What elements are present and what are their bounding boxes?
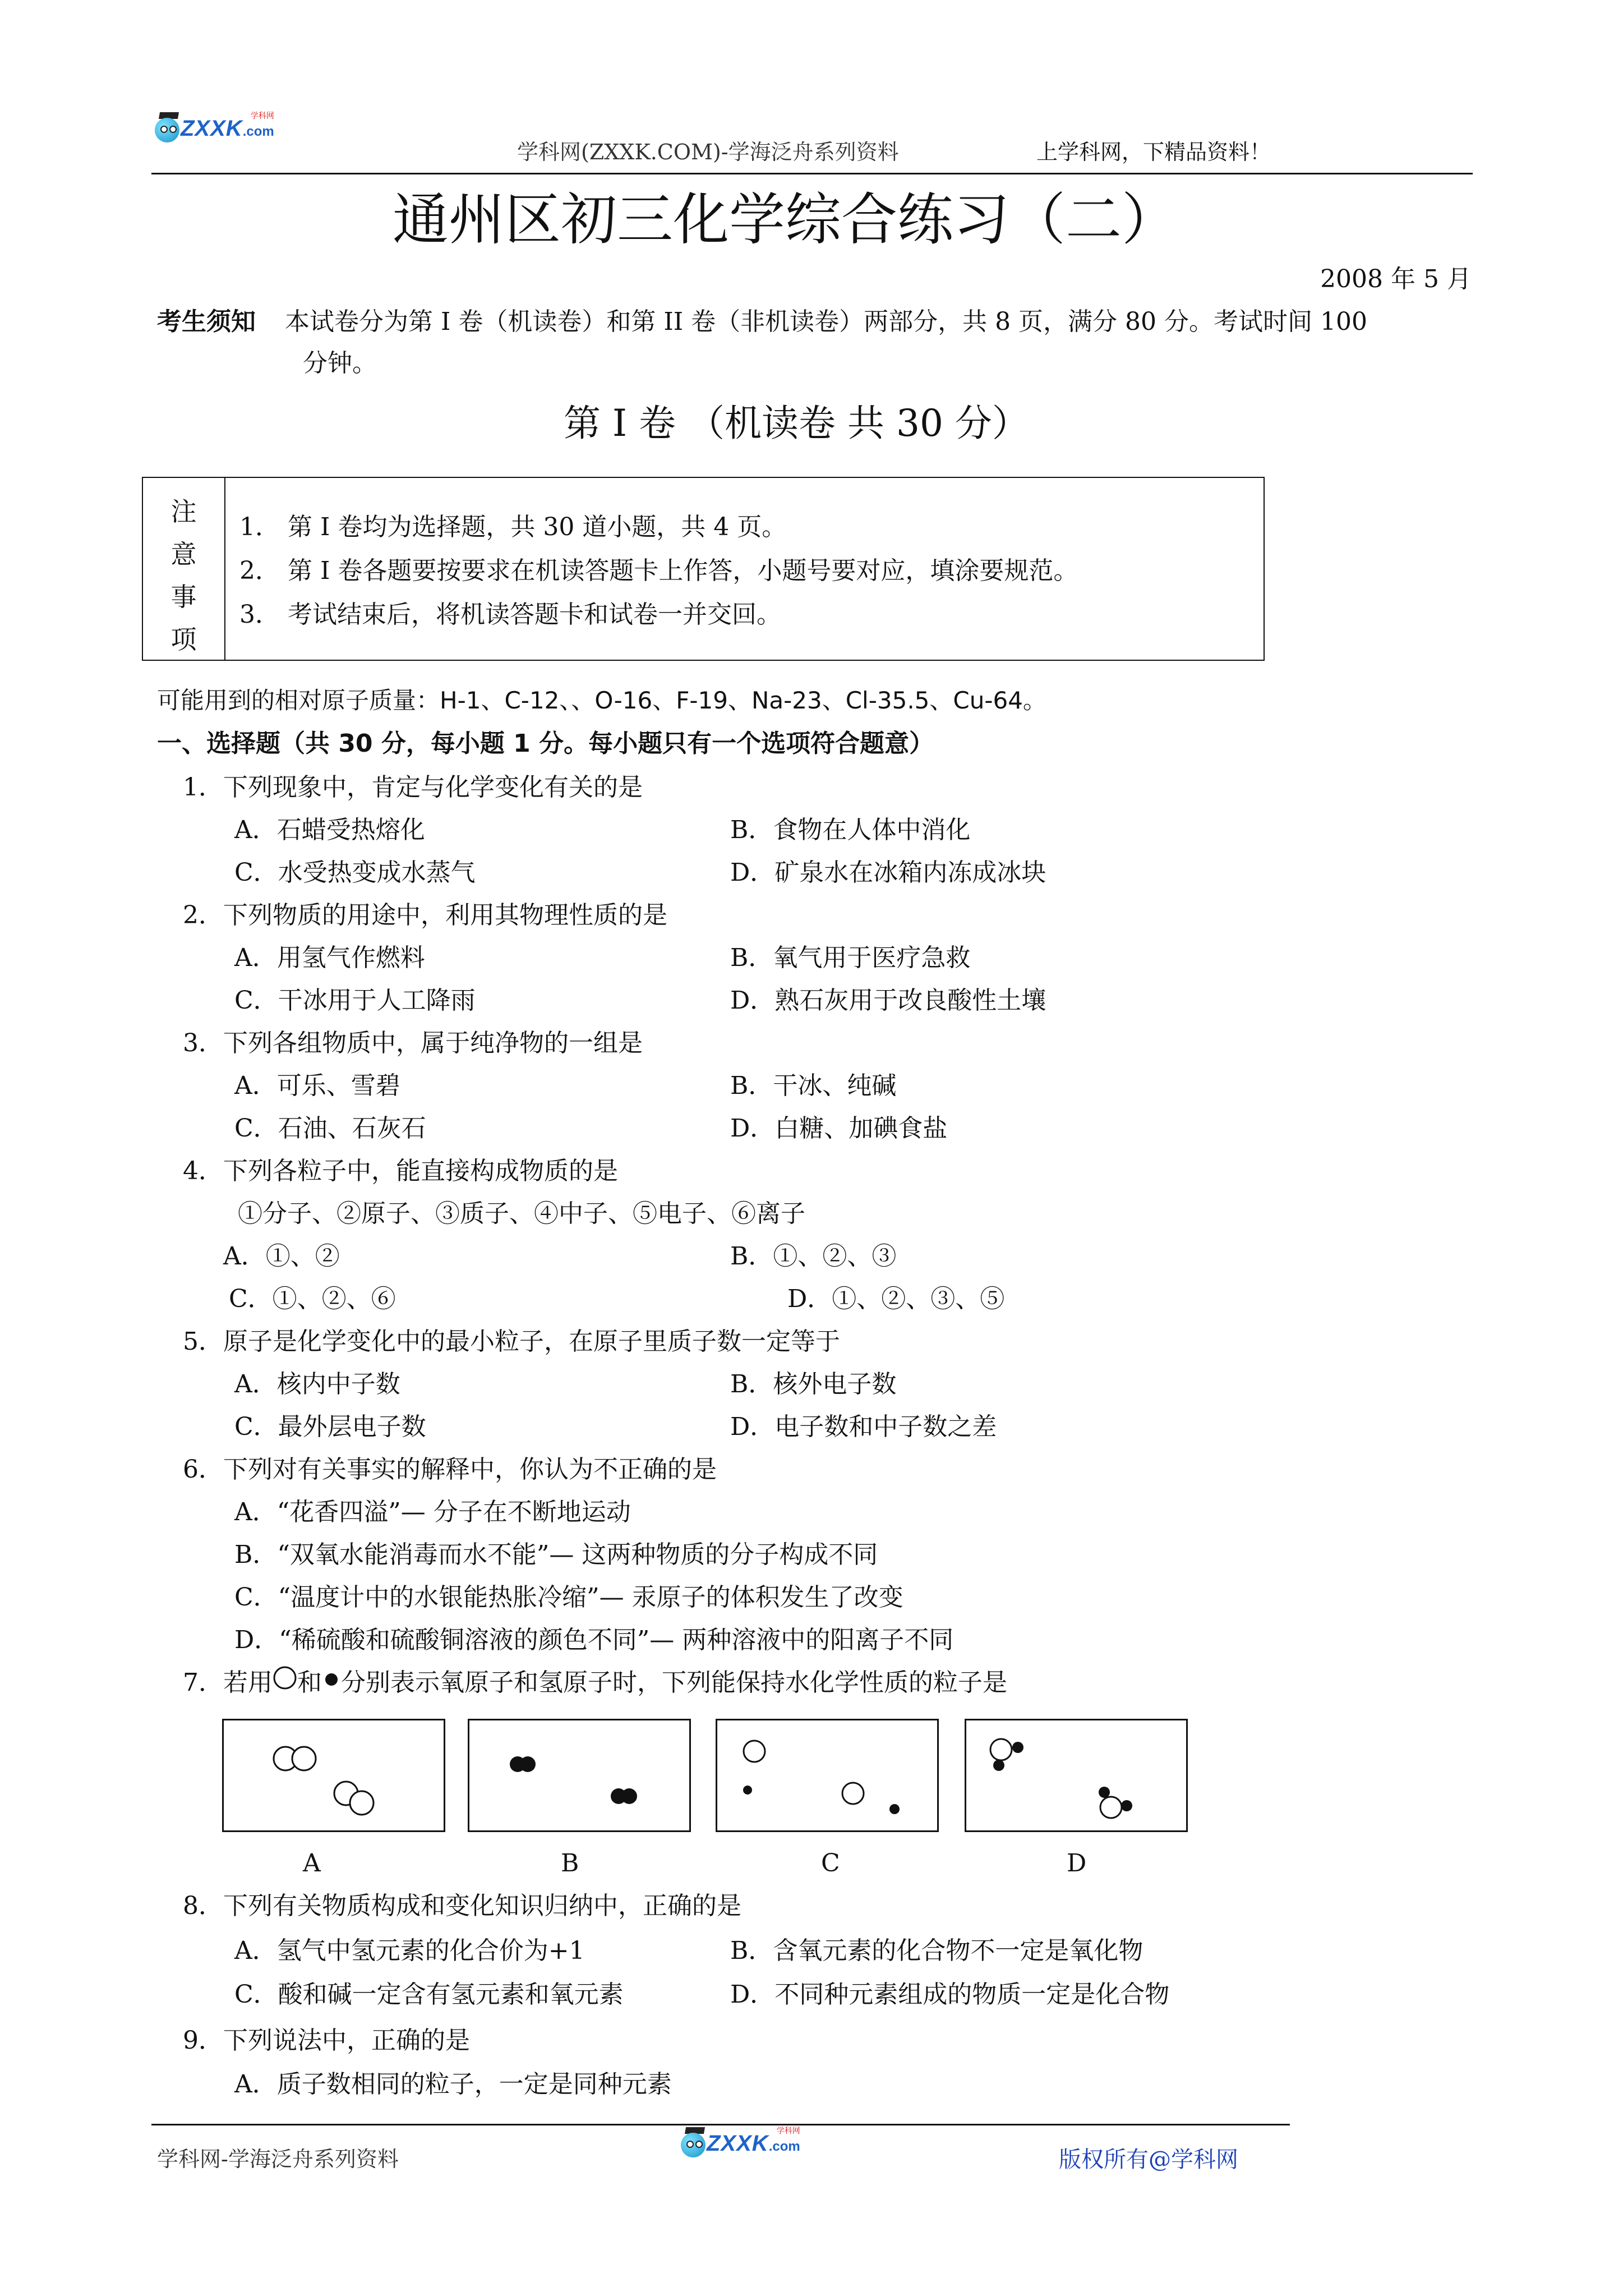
question-extra: ①分子、②原子、③质子、④中子、⑤电子、⑥离子 xyxy=(238,1199,805,1228)
logo-wordmark: ZXXK xyxy=(707,2131,769,2156)
oxygen-atom-icon xyxy=(273,1665,297,1690)
question-stem: 3．下列各组物质中，属于纯净物的一组是 xyxy=(183,1029,643,1057)
footer-rule xyxy=(151,2124,1290,2125)
notes-side-label xyxy=(143,478,225,660)
option-d: D．白糖、加碘食盐 xyxy=(730,1114,948,1143)
stem-prefix: 7．若用 xyxy=(183,1668,273,1697)
hydrogen-atom-icon xyxy=(322,1667,341,1692)
question-stem: 5．原子是化学变化中的最小粒子，在原子里质子数一定等于 xyxy=(183,1327,840,1356)
molecule-label-b: B xyxy=(561,1849,579,1878)
atomic-masses: 可能用到的相对原子质量：H-1、C-12、、O-16、F-19、Na-23、Cl-35.5、Cu-64。 xyxy=(157,687,1046,714)
molecule-box-a[interactable] xyxy=(222,1719,445,1832)
option-c: C．①、②、⑥ xyxy=(229,1285,396,1313)
question-stem xyxy=(183,1668,1007,1697)
notes-side-char: 事 xyxy=(170,582,197,612)
part-one-heading: 一、选择题（共 30 分，每小题 1 分。每小题只有一个选项符合题意） xyxy=(157,729,934,758)
logo-wordmark: ZXXK xyxy=(181,116,243,141)
mascot-icon xyxy=(151,112,181,145)
stem-suffix: 分别表示氧原子和氢原子时，下列能保持水化学性质的粒子是 xyxy=(341,1668,1007,1697)
option-a: A．质子数相同的粒子，一定是同种元素 xyxy=(234,2070,672,2099)
header-rule xyxy=(151,173,1473,174)
molecule-box-d[interactable] xyxy=(965,1719,1188,1832)
molecule-box-c[interactable] xyxy=(716,1719,939,1832)
molecule-label-d: D xyxy=(1067,1849,1087,1878)
section-title: 第 I 卷 （机读卷 共 30 分） xyxy=(564,402,1029,445)
notes-box xyxy=(142,477,1265,661)
option-a: A．可乐、雪碧 xyxy=(234,1071,400,1100)
option-d: D．熟石灰用于改良酸性土壤 xyxy=(730,986,1046,1015)
question-stem: 1．下列现象中，肯定与化学变化有关的是 xyxy=(183,773,643,802)
header-center-text: 学科网(ZXXK.COM)-学海泛舟系列资料 xyxy=(517,140,899,164)
option-c: C．石油、石灰石 xyxy=(234,1114,426,1143)
question-stem: 6．下列对有关事实的解释中，你认为不正确的是 xyxy=(183,1455,717,1484)
logo-suffix: .com xyxy=(242,124,274,139)
option-a: A．①、② xyxy=(223,1242,340,1271)
header-right-text: 上学科网，下精品资料！ xyxy=(1036,140,1271,164)
logo-suffix: .com xyxy=(768,2139,800,2154)
footer-left-text: 学科网-学海泛舟系列资料 xyxy=(157,2147,399,2171)
molecule-box-b[interactable] xyxy=(468,1719,691,1832)
option-d: D．矿泉水在冰箱内冻成冰块 xyxy=(730,858,1046,887)
option-b: B．含氧元素的化合物不一定是氧化物 xyxy=(730,1936,1144,1965)
stem-and: 和 xyxy=(297,1668,322,1697)
option-a: A．石蜡受热熔化 xyxy=(234,816,425,844)
notice-label: 考生须知 xyxy=(157,307,256,336)
notes-side-char: 意 xyxy=(170,539,197,569)
option-d: D．“稀硫酸和硫酸铜溶液的颜色不同”— 两种溶液中的阳离子不同 xyxy=(234,1626,954,1654)
option-b: B．①、②、③ xyxy=(730,1242,897,1271)
page-title: 通州区初三化学综合练习（二） xyxy=(393,187,1178,252)
option-c: C．水受热变成水蒸气 xyxy=(234,858,476,887)
option-c: C．“温度计中的水银能热胀冷缩”— 汞原子的体积发生了改变 xyxy=(234,1583,903,1612)
option-d: D．不同种元素组成的物质一定是化合物 xyxy=(730,1980,1170,2009)
question-stem: 8．下列有关物质构成和变化知识归纳中，正确的是 xyxy=(183,1892,741,1920)
logo-tag: 学科网 xyxy=(250,111,274,120)
notes-side-char: 注 xyxy=(170,496,197,527)
option-a: A．“花香四溢”— 分子在不断地运动 xyxy=(234,1498,631,1526)
question-stem: 9．下列说法中，正确的是 xyxy=(183,2026,470,2055)
option-a: A．用氢气作燃料 xyxy=(234,944,425,972)
molecule-label-a: A xyxy=(303,1849,321,1878)
option-d: D．①、②、③、⑤ xyxy=(787,1285,1005,1313)
option-d: D．电子数和中子数之差 xyxy=(730,1412,997,1441)
molecule-label-c: C xyxy=(821,1849,840,1878)
exam-date: 2008 年 5 月 xyxy=(1320,265,1472,293)
option-c: C．干冰用于人工降雨 xyxy=(234,986,476,1015)
notice-line-1: 本试卷分为第 I 卷（机读卷）和第 II 卷（非机读卷）两部分，共 8 页，满分 80 分。考试时间 100 xyxy=(285,307,1367,336)
header-logo[interactable] xyxy=(151,112,274,145)
option-c: C．最外层电子数 xyxy=(234,1412,426,1441)
notes-side-char: 项 xyxy=(170,624,197,655)
note-item: 3． 考试结束后，将机读答题卡和试卷一并交回。 xyxy=(239,600,781,629)
option-b: B．氧气用于医疗急救 xyxy=(730,944,971,972)
note-item: 1． 第 I 卷均为选择题，共 30 道小题，共 4 页。 xyxy=(239,513,787,541)
option-a: A．核内中子数 xyxy=(234,1370,400,1398)
note-item: 2． 第 I 卷各题要按要求在机读答题卡上作答，小题号要对应，填涂要规范。 xyxy=(239,556,1078,585)
footer-logo[interactable] xyxy=(677,2127,800,2160)
option-b: B．核外电子数 xyxy=(730,1370,897,1398)
footer-copyright-link[interactable]: 版权所有@学科网 xyxy=(1059,2147,1238,2173)
option-b: B．食物在人体中消化 xyxy=(730,816,971,844)
option-a: A．氢气中氢元素的化合价为+1 xyxy=(234,1936,585,1965)
logo-tag: 学科网 xyxy=(776,2126,800,2135)
question-stem: 4．下列各粒子中，能直接构成物质的是 xyxy=(183,1157,618,1185)
option-c: C．酸和碱一定含有氢元素和氧元素 xyxy=(234,1980,624,2009)
question-stem: 2．下列物质的用途中，利用其物理性质的是 xyxy=(183,901,667,930)
mascot-icon xyxy=(677,2127,707,2160)
notice-line-2: 分钟。 xyxy=(303,349,377,378)
option-b: B．“双氧水能消毒而水不能”— 这两种物质的分子构成不同 xyxy=(234,1540,878,1569)
option-b: B．干冰、纯碱 xyxy=(730,1071,897,1100)
